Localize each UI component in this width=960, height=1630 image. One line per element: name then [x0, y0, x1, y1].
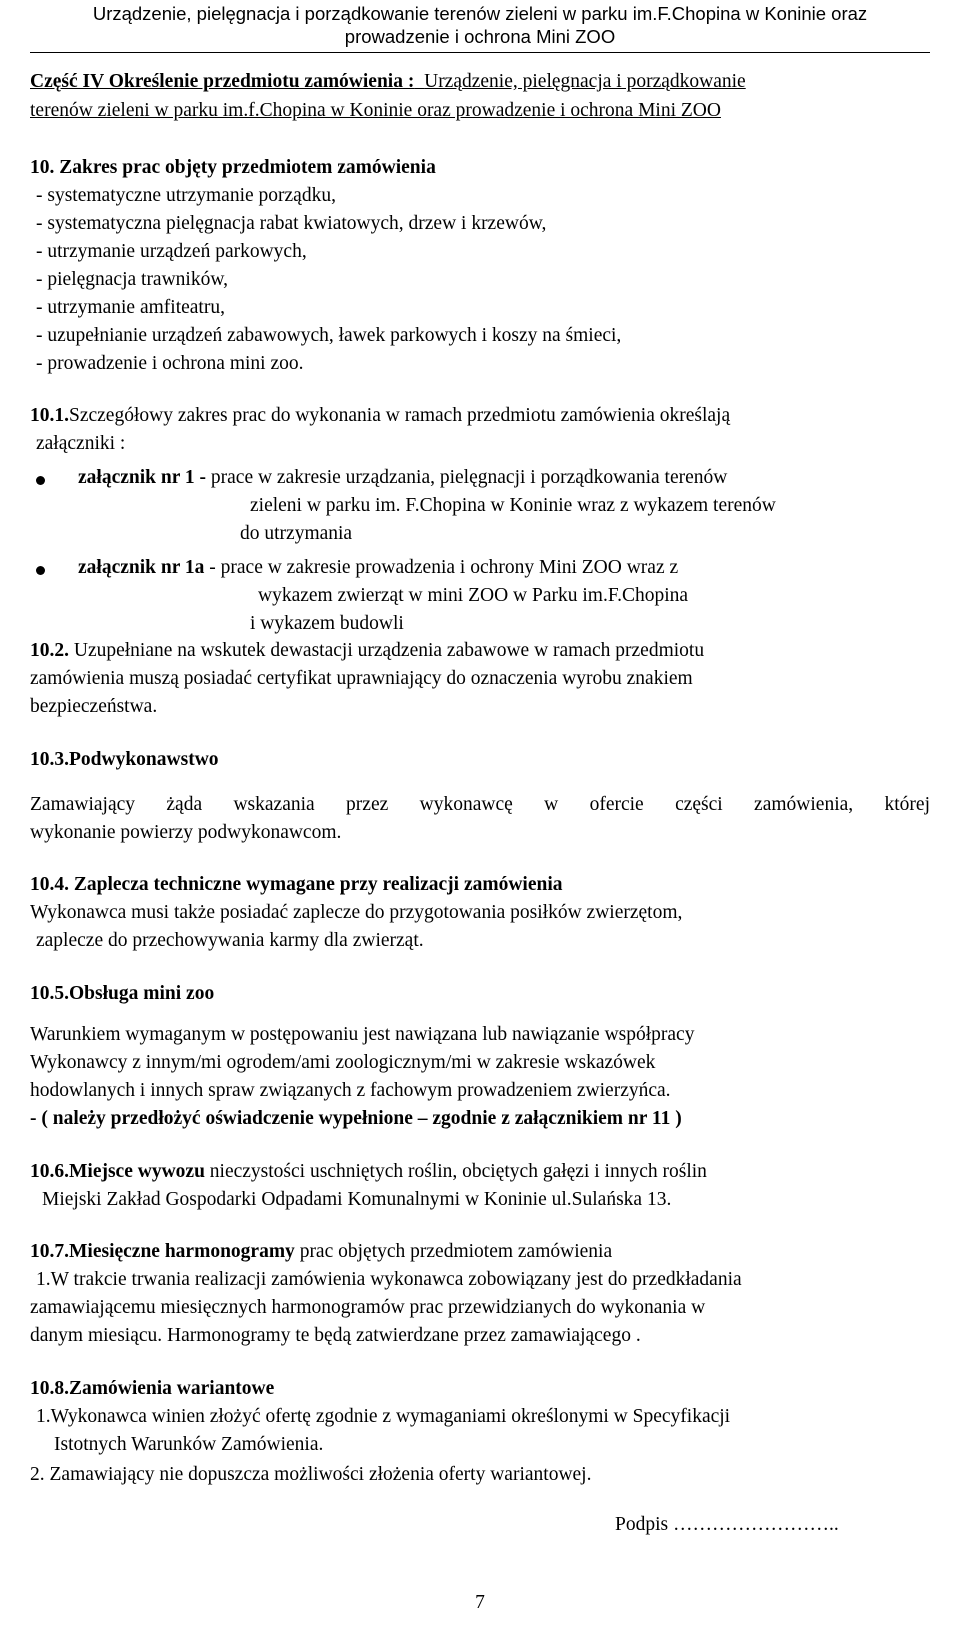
bullet-icon: [36, 476, 45, 485]
section-10-7-text: prac objętych przedmiotem zamówienia: [299, 1241, 613, 1262]
signature-line: Podpis ……………………..: [615, 1514, 839, 1535]
section-10-5-declaration: - ( należy przedłożyć oświadczenie wypełnione – zgodnie z załącznikiem nr 11 ): [30, 1108, 682, 1129]
section-10-1-line-1: [30, 402, 730, 429]
section-10-4-line-1: Wykonawca musi także posiadać zaplecze do przygotowania posiłków zwierzętom,: [30, 902, 683, 923]
part-title: [30, 68, 746, 95]
section-10-8-line-1: 1.Wykonawca winien złożyć ofertę zgodnie z wymaganiami określonymi w Specyfikacji: [36, 1406, 731, 1427]
part-title-rest: Urządzenie, pielęgnacja i porządkowanie: [424, 71, 746, 92]
section-10-5-line-3: hodowlanych i innych spraw związanych z fachowym prowadzeniem zwierzyńca.: [30, 1080, 671, 1101]
section-10-2-text: Uzupełniane na wskutek dewastacji urządzenia zabawowe w ramach przedmiotu: [73, 640, 705, 661]
section-10-1-number: 10.1.: [30, 405, 69, 426]
part-title-line-2: terenów zieleni w parku im.f.Chopina w Koninie oraz prowadzenie i ochrona Mini ZOO: [30, 100, 721, 121]
section-10-4-line-2: zaplecze do przechowywania karmy dla zwierząt.: [36, 930, 424, 951]
section-10-1-text: Szczegółowy zakres prac do wykonania w ramach przedmiotu zamówienia określają: [69, 405, 731, 426]
running-header-line-2: prowadzenie i ochrona Mini ZOO: [344, 26, 616, 47]
section-10-3-line-2: wykonanie powierzy podwykonawcom.: [30, 822, 342, 843]
attachment-1-line-3: do utrzymania: [240, 523, 353, 544]
attachment-1-label: załącznik nr 1 -: [78, 467, 207, 488]
section-10-8-line-3: 2. Zamawiający nie dopuszcza możliwości złożenia oferty wariantowej.: [30, 1464, 592, 1485]
section-10-3-line-1: Zamawiający żąda wskazania przez wykonawcę w ofercie części zamówienia, której: [30, 794, 930, 815]
scope-item: - prowadzenie i ochrona mini zoo.: [36, 353, 304, 374]
running-header-line-1: Urządzenie, pielęgnacja i porządkowanie terenów zieleni w parku im.F.Chopina w Koninie oraz: [92, 3, 868, 24]
attachment-1-line-1: [78, 464, 727, 491]
section-10-7-heading: 10.7.Miesięczne harmonogramy: [30, 1241, 295, 1262]
attachment-1a-label: załącznik nr 1a: [78, 557, 205, 578]
attachment-1a-text: - prace w zakresie prowadzenia i ochrony Mini ZOO wraz z: [209, 557, 679, 578]
scope-item: - systematyczna pielęgnacja rabat kwiatowych, drzew i krzewów,: [36, 213, 547, 234]
section-10-1-line-2: załączniki :: [36, 433, 126, 454]
section-10-6-line-2: Miejski Zakład Gospodarki Odpadami Komunalnymi w Koninie ul.Sulańska 13.: [42, 1189, 672, 1210]
scope-item: - pielęgnacja trawników,: [36, 269, 229, 290]
section-10-2-line-3: bezpieczeństwa.: [30, 696, 158, 717]
attachment-1a-line-1: [78, 554, 678, 581]
section-10-2-line-1: [30, 637, 704, 664]
section-10-heading: 10. Zakres prac objęty przedmiotem zamówienia: [30, 157, 436, 178]
section-10-6-line-1: [30, 1158, 707, 1185]
section-10-5-heading: 10.5.Obsługa mini zoo: [30, 983, 215, 1004]
bullet-icon: [36, 566, 45, 575]
section-10-2-number: 10.2.: [30, 640, 69, 661]
section-10-7-line-4: danym miesiącu. Harmonogramy te będą zatwierdzane przez zamawiającego .: [30, 1325, 641, 1346]
scope-item: - utrzymanie urządzeń parkowych,: [36, 241, 307, 262]
section-10-5-line-2: Wykonawcy z innym/mi ogrodem/ami zoologicznym/mi w zakresie wskazówek: [30, 1052, 656, 1073]
attachment-1-line-2: zieleni w parku im. F.Chopina w Koninie wraz z wykazem terenów: [250, 495, 776, 516]
section-10-2-line-2: zamówienia muszą posiadać certyfikat uprawniający do oznaczenia wyrobu znakiem: [30, 668, 693, 689]
section-10-8-heading: 10.8.Zamówienia wariantowe: [30, 1378, 275, 1399]
page-number: 7: [475, 1592, 485, 1613]
header-divider: [30, 52, 930, 53]
attachment-1a-line-3: i wykazem budowli: [250, 613, 404, 634]
scope-item: - utrzymanie amfiteatru,: [36, 297, 225, 318]
scope-item: - systematyczne utrzymanie porządku,: [36, 185, 336, 206]
section-10-3-heading: 10.3.Podwykonawstwo: [30, 749, 219, 770]
section-10-6-text: nieczystości uschniętych roślin, obciętych gałęzi i innych roślin: [209, 1161, 707, 1182]
attachment-1-text: prace w zakresie urządzania, pielęgnacji i porządkowania terenów: [210, 467, 728, 488]
section-10-6-heading: 10.6.Miejsce wywozu: [30, 1161, 205, 1182]
section-10-7-line-3: zamawiającemu miesięcznych harmonogramów prac przewidzianych do wykonania w: [30, 1297, 706, 1318]
section-10-8-line-2: Istotnych Warunków Zamówienia.: [54, 1434, 324, 1455]
scope-item: - uzupełnianie urządzeń zabawowych, ławek parkowych i koszy na śmieci,: [36, 325, 622, 346]
section-10-7-line-2: 1.W trakcie trwania realizacji zamówienia wykonawca zobowiązany jest do przedkładania: [36, 1269, 742, 1290]
attachment-1a-line-2: wykazem zwierząt w mini ZOO w Parku im.F.Chopina: [258, 585, 689, 606]
part-prefix: Część IV Określenie przedmiotu zamówienia :: [30, 71, 415, 92]
section-10-7-line-1: [30, 1238, 612, 1265]
section-10-5-line-1: Warunkiem wymaganym w postępowaniu jest nawiązana lub nawiązanie współpracy: [30, 1024, 695, 1045]
section-10-4-heading: 10.4. Zaplecza techniczne wymagane przy realizacji zamówienia: [30, 874, 563, 895]
